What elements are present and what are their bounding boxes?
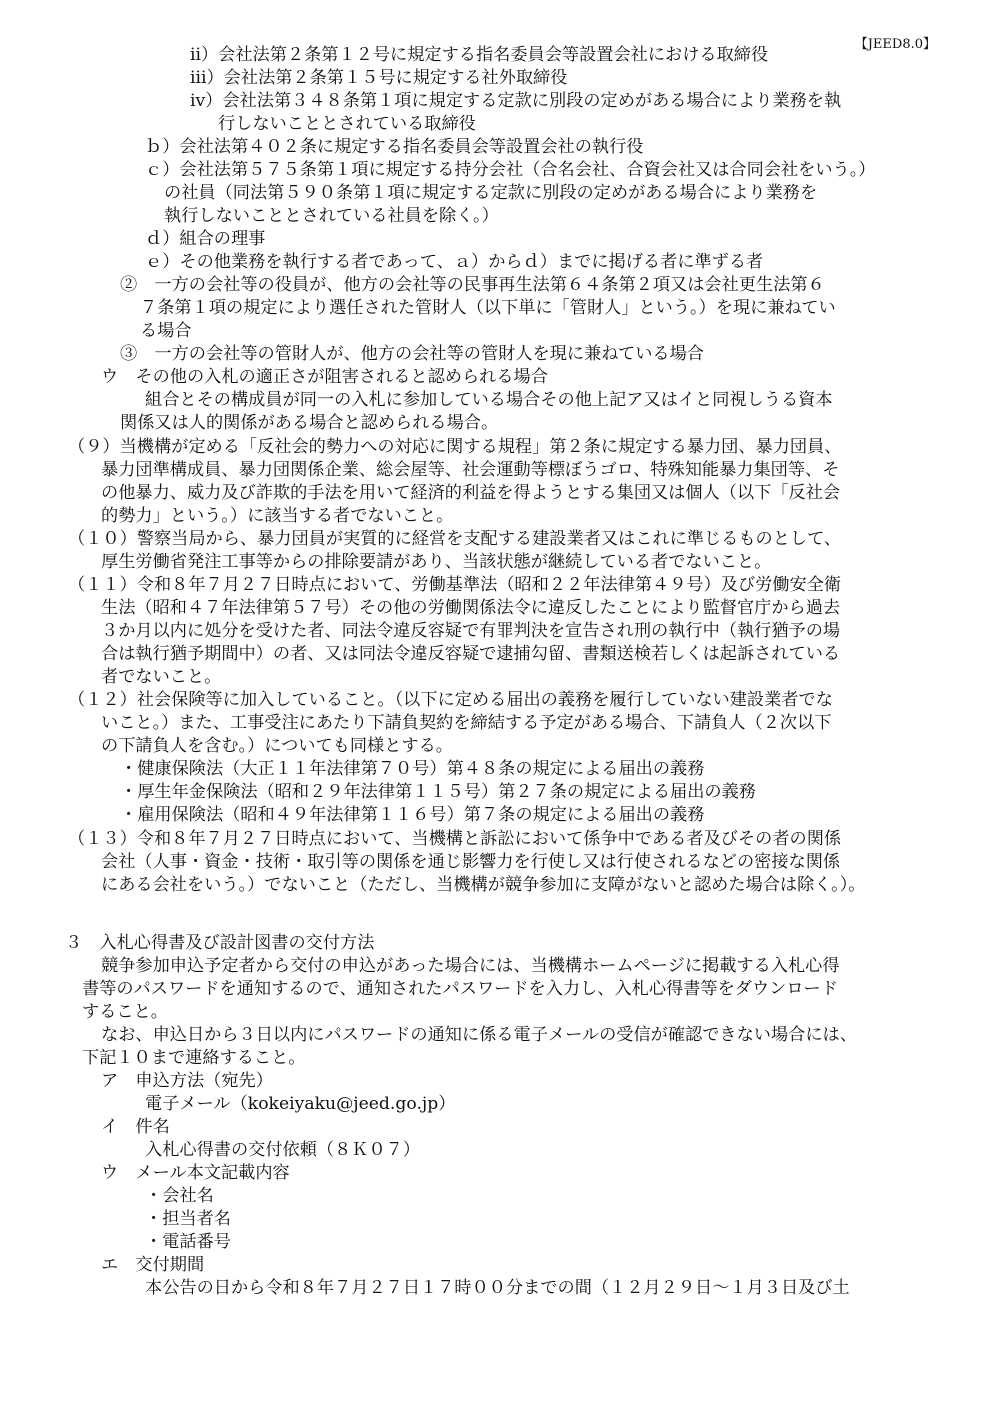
text-line: ア 申込方法（宛先） [101,1071,273,1091]
text-line: ・会社名 [145,1186,214,1206]
text-line: ウ その他の入札の適正さが阻害されると認められる場合 [101,367,548,387]
text-line: ・雇用保険法（昭和４９年法律第１１６号）第７条の規定による届出の義務 [120,805,705,825]
text-line: の社員（同法第５９０条第１項に規定する定款に別段の定めがある場合により業務を [164,183,818,203]
text-line: ⅲ）会社法第２条第１５号に規定する社外取締役 [190,68,568,88]
text-line: 関係又は人的関係がある場合と認められる場合。 [120,413,499,433]
text-line: 者でないこと。 [101,667,222,687]
text-line: の下請負人を含む。）についても同様とする。 [101,736,453,756]
text-line: ③ 一方の会社等の管財人が、他方の会社等の管財人を現に兼ねている場合 [120,344,704,364]
text-line: すること。 [82,1002,168,1022]
text-line: （１１）令和８年７月２７日時点において、労働基準法（昭和２２年法律第４９号）及び労働安全衛 [68,575,842,595]
text-line: る場合 [140,321,192,341]
text-line: ｂ）会社法第４０２条に規定する指名委員会等設置会社の執行役 [145,137,644,157]
text-line: 行しないこととされている取締役 [218,114,476,134]
text-line: 電子メール（kokeiyaku@jeed.go.jp） [145,1094,456,1114]
text-line: ⅳ）会社法第３４８条第１項に規定する定款に別段の定めがある場合により業務を執 [190,91,842,111]
text-line: ウ メール本文記載内容 [101,1163,290,1183]
text-line: ３か月以内に処分を受けた者、同法令違反容疑で有罪判決を宣告され刑の執行中（執行猶予の場 [101,621,841,641]
text-line: ｃ）会社法第５７５条第１項に規定する持分会社（合名会社、合資会社又は合同会社をいう。） [145,160,876,180]
text-line: イ 件名 [101,1117,170,1137]
text-line: 本公告の日から令和８年７月２７日１７時００分までの間（１２月２９日～１月３日及び土 [145,1278,850,1298]
text-line: （９）当機構が定める「反社会的勢力への対応に関する規程」第２条に規定する暴力団、暴力団員、 [68,437,842,457]
text-line: 執行しないこととされている社員を除く。） [164,206,499,226]
text-line: ３ 入札心得書及び設計図書の交付方法 [65,933,375,953]
text-line: 的勢力」という。）に該当する者でないこと。 [101,506,454,526]
text-line: ⅱ）会社法第２条第１２号に規定する指名委員会等設置会社における取締役 [190,45,769,65]
text-line: の他暴力、威力及び詐欺的手法を用いて経済的利益を得ようとする集団又は個人（以下「反社会 [101,483,841,503]
text-line: ｅ）その他業務を執行する者であって、ａ）からｄ）までに掲げる者に準ずる者 [145,252,764,272]
text-line: 生法（昭和４７年法律第５７号）その他の労働関係法令に違反したことにより監督官庁から過去 [101,598,841,618]
text-line: （１２）社会保険等に加入していること。（以下に定める届出の義務を履行していない建設業者でな [68,690,833,710]
text-line: 厚生労働省発注工事等からの排除要請があり、当該状態が継続している者でないこと。 [101,552,772,572]
text-line: なお、申込日から３日以内にパスワードの通知に係る電子メールの受信が確認できない場合には、 [101,1025,857,1045]
text-line: ・厚生年金保険法（昭和２９年法律第１１５号）第２７条の規定による届出の義務 [120,782,756,802]
text-line: ・電話番号 [145,1232,231,1252]
document-code: 【JEED8.0】 [854,37,936,52]
text-line: ｄ）組合の理事 [145,229,266,249]
text-line: いこと。）また、工事受注にあたり下請負契約を締結する予定がある場合、下請負人（２次以下 [101,713,832,733]
text-line: 入札心得書の交付依頼（８Ｋ０７） [145,1140,421,1160]
text-line: 下記１０まで連絡すること。 [82,1048,306,1068]
text-line: ・担当者名 [145,1209,231,1229]
text-line: 書等のパスワードを通知するので、通知されたパスワードを入力し、入札心得書等をダウンロード [82,979,838,999]
text-line: ② 一方の会社等の役員が、他方の会社等の民事再生法第６４条第２項又は会社更生法第６ [120,275,825,295]
text-line: 競争参加申込予定者から交付の申込があった場合には、当機構ホームページに掲載する入札心得 [101,956,840,976]
text-line: にある会社をいう。）でないこと（ただし、当機構が競争参加に支障がないと認めた場合は除く。）。 [101,875,866,895]
text-line: 合は執行猶予期間中）の者、又は同法令違反容疑で逮捕勾留、書類送検若しくは起訴されている [101,644,841,664]
text-line: 組合とその構成員が同一の入札に参加している場合その他上記ア又はイと同視しうる資本 [145,390,833,410]
text-line: （１３）令和８年７月２７日時点において、当機構と訴訟において係争中である者及びその者の関係 [68,829,842,849]
text-line: 会社（人事・資金・技術・取引等の関係を通じ影響力を行使し又は行使されるなどの密接な関係 [101,852,841,872]
text-line: （１０）警察当局から、暴力団員が実質的に経営を支配する建設業者又はこれに準じるものとして、 [68,529,842,549]
text-line: ・健康保険法（大正１１年法律第７０号）第４８条の規定による届出の義務 [120,759,705,779]
text-line: ７条第１項の規定により選任された管財人（以下単に「管財人」という。）を現に兼ねてい [140,298,836,318]
text-line: エ 交付期間 [101,1255,205,1275]
text-line: 暴力団準構成員、暴力団関係企業、総会屋等、社会運動等標ぼうゴロ、特殊知能暴力集団等、そ [101,460,840,480]
